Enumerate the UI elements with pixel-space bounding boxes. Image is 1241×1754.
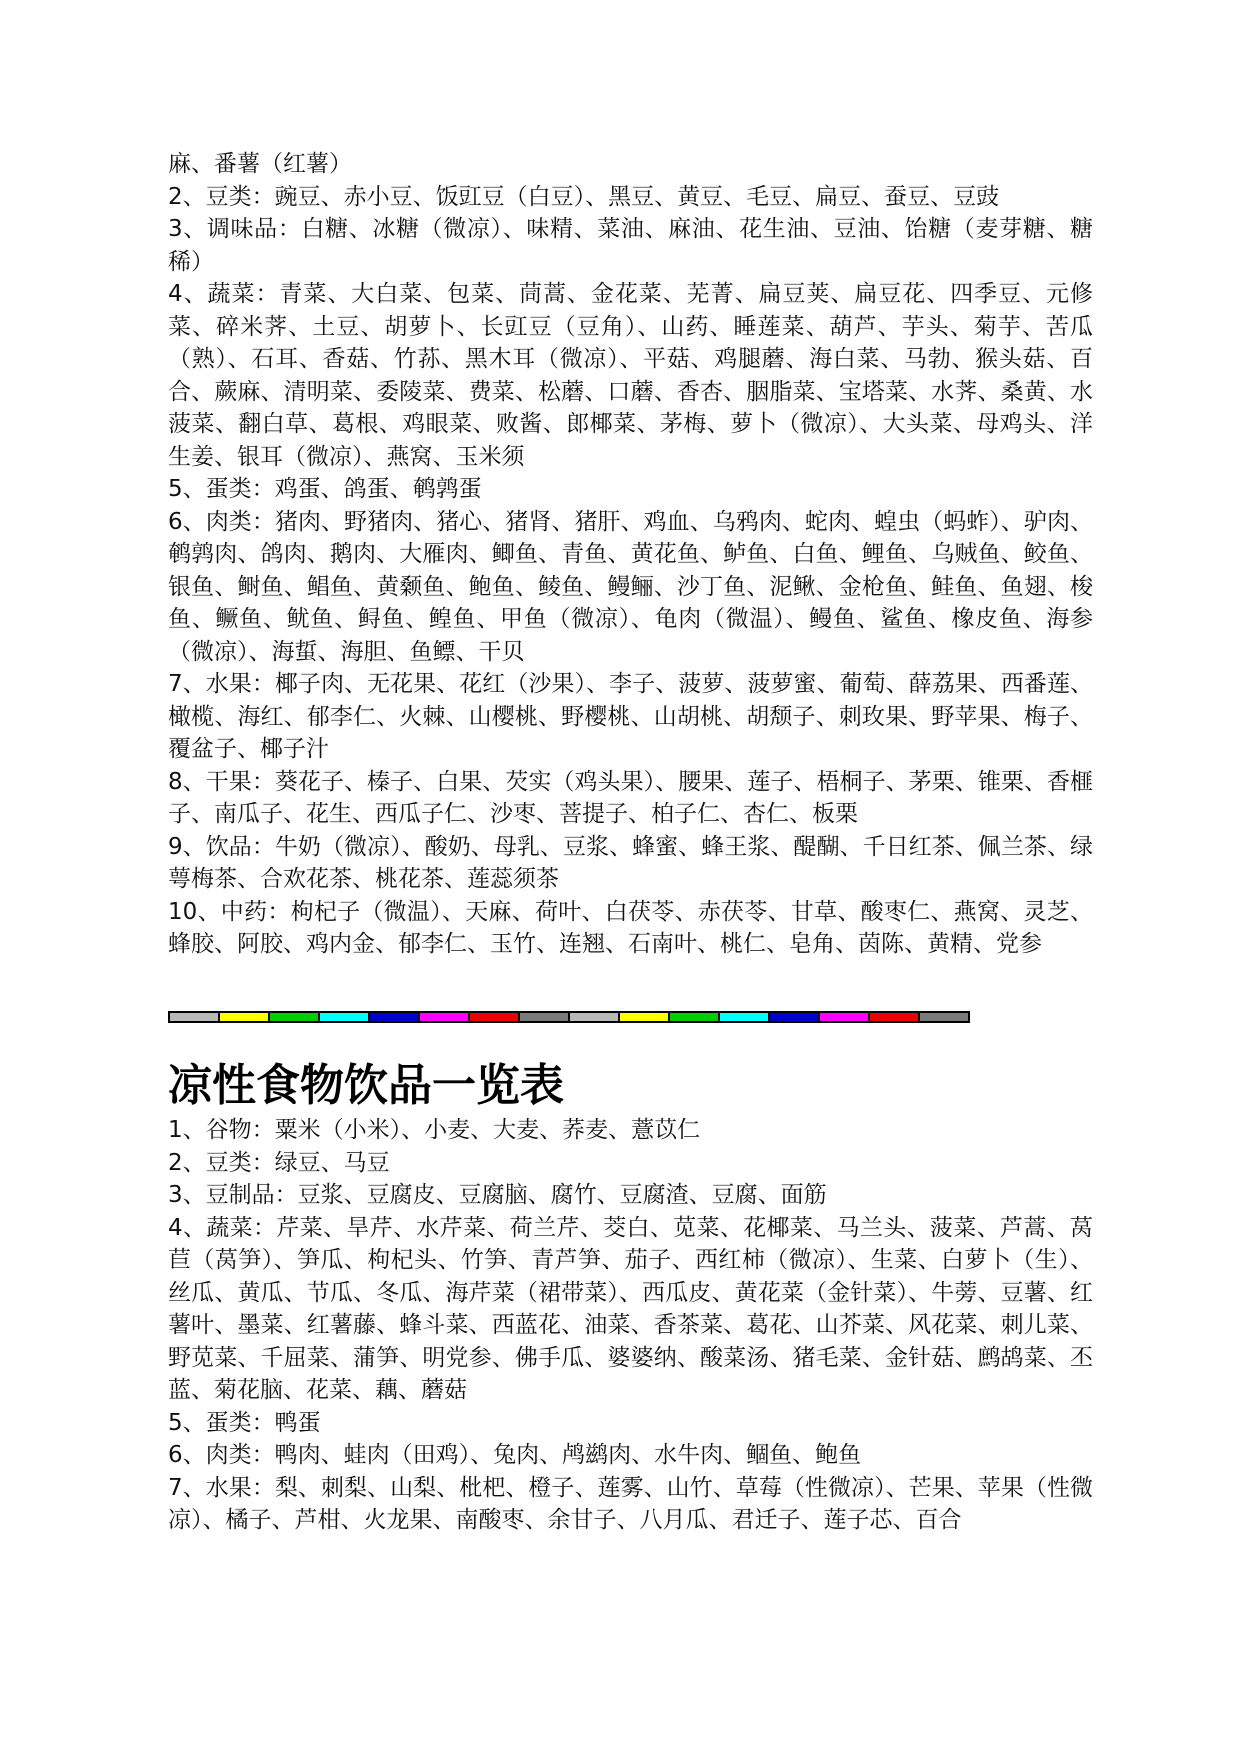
divider-segment	[370, 1013, 420, 1021]
list-item: 7、水果：梨、刺梨、山梨、枇杷、橙子、莲雾、山竹、草莓（性微凉）、芒果、苹果（性微凉）、橘子、芦柑、火龙果、南酸枣、余甘子、八月瓜、君迁子、莲子芯、百合	[168, 1474, 1093, 1533]
section-title: 凉性食物饮品一览表	[168, 1060, 564, 1111]
list-item: 9、饮品：牛奶（微凉）、酸奶、母乳、豆浆、蜂蜜、蜂王浆、醍醐、千日红茶、佩兰茶、绿萼梅茶、合欢花茶、桃花茶、莲蕊须茶	[168, 833, 1093, 892]
list-item: 4、蔬菜：青菜、大白菜、包菜、茼蒿、金花菜、芜菁、扁豆荚、扁豆花、四季豆、元修菜、碎米荠、土豆、胡萝卜、长豇豆（豆角）、山药、睡莲菜、葫芦、芋头、菊芋、苦瓜（熟）、石耳、香菇、竹荪、黑木耳（微凉）、平菇、鸡腿蘑、海白菜、马勃、猴头菇、百合、蕨麻、清明菜、委陵菜、费菜、松蘑、口蘑、香杏、胭脂菜、宝塔菜、水荠、桑黄、水菠菜、翻白草、葛根、鸡眼菜、败酱、郎椰菜、茅梅、萝卜（微凉）、大头菜、母鸡头、洋生姜、银耳（微凉）、燕窝、玉米须	[168, 281, 1093, 470]
list-item: 10、中药：枸杞子（微温）、天麻、荷叶、白茯苓、赤茯苓、甘草、酸枣仁、燕窝、灵芝、蜂胶、阿胶、鸡内金、郁李仁、玉竹、连翘、石南叶、桃仁、皂角、茵陈、黄精、党参	[168, 898, 1093, 957]
divider-segment	[820, 1013, 870, 1021]
list-item: 2、豆类：豌豆、赤小豆、饭豇豆（白豆）、黑豆、黄豆、毛豆、扁豆、蚕豆、豆豉	[168, 183, 1000, 210]
list-item: 6、肉类：鸭肉、蛙肉（田鸡）、兔肉、鸬鹚肉、水牛肉、鲴鱼、鲍鱼	[168, 1442, 862, 1468]
divider-segment	[920, 1013, 968, 1021]
list-item: 8、干果：葵花子、榛子、白果、芡实（鸡头果）、腰果、莲子、梧桐子、茅栗、锥栗、香榧子、南瓜子、花生、西瓜子仁、沙枣、菩提子、柏子仁、杏仁、板栗	[168, 768, 1093, 827]
list-item: 5、蛋类：鸭蛋	[168, 1409, 321, 1436]
warm-food-list	[168, 148, 1093, 961]
list-item: 4、蔬菜：芹菜、旱芹、水芹菜、荷兰芹、茭白、苋菜、花椰菜、马兰头、菠菜、芦蒿、莴苣（莴笋）、笋瓜、枸杞头、竹笋、青芦笋、茄子、西红柿（微凉）、生菜、白萝卜（生）、丝瓜、黄瓜、节瓜、冬瓜、海芹菜（裙带菜）、西瓜皮、黄花菜（金针菜）、牛蒡、豆薯、红薯叶、墨菜、红薯藤、蜂斗菜、西蓝花、油菜、香茶菜、葛花、山芥菜、风花菜、刺儿菜、野苋菜、千屈菜、蒲笋、明党参、佛手瓜、婆婆纳、酸菜汤、猪毛菜、金针菇、鹧鸪菜、丕蓝、菊花脑、花菜、藕、蘑菇	[168, 1214, 1093, 1403]
list-item: 3、豆制品：豆浆、豆腐皮、豆腐脑、腐竹、豆腐渣、豆腐、面筋	[168, 1182, 827, 1208]
list-item: 3、调味品：白糖、冰糖（微凉）、味精、菜油、麻油、花生油、豆油、饴糖（麦芽糖、糖稀）	[168, 216, 1093, 275]
list-item: 麻、番薯（红薯）	[168, 151, 352, 177]
divider-segment	[870, 1013, 920, 1021]
list-item: 2、豆类：绿豆、马豆	[168, 1149, 390, 1176]
divider-segment	[770, 1013, 820, 1021]
divider-segment	[520, 1013, 570, 1021]
color-divider	[168, 1011, 970, 1023]
divider-segment	[620, 1013, 670, 1021]
divider-segment	[170, 1013, 220, 1021]
list-item: 5、蛋类：鸡蛋、鸽蛋、鹌鹑蛋	[168, 476, 482, 502]
list-item: 7、水果：椰子肉、无花果、花红（沙果）、李子、菠萝、菠萝蜜、葡萄、薛荔果、西番莲、橄榄、海红、郁李仁、火棘、山樱桃、野樱桃、山胡桃、胡颓子、刺玫果、野苹果、梅子、覆盆子、椰子汁	[168, 671, 1093, 762]
list-item: 1、谷物：粟米（小米）、小麦、大麦、荞麦、薏苡仁	[168, 1117, 701, 1143]
divider-segment	[320, 1013, 370, 1021]
divider-segment	[420, 1013, 470, 1021]
divider-segment	[270, 1013, 320, 1021]
divider-segment	[220, 1013, 270, 1021]
divider-segment	[470, 1013, 520, 1021]
cool-food-list	[168, 1114, 1093, 1537]
divider-segment	[720, 1013, 770, 1021]
list-item: 6、肉类：猪肉、野猪肉、猪心、猪肾、猪肝、鸡血、乌鸦肉、蛇肉、蝗虫（蚂蚱）、驴肉、鹌鹑肉、鸽肉、鹅肉、大雁肉、鲫鱼、青鱼、黄花鱼、鲈鱼、白鱼、鲤鱼、乌贼鱼、鲛鱼、银鱼、鲥鱼、鲳鱼、黄颡鱼、鲍鱼、鲮鱼、鳗鲡、沙丁鱼、泥鳅、金枪鱼、鲑鱼、鱼翅、梭鱼、鳜鱼、鱿鱼、鲟鱼、鳇鱼、甲鱼（微凉）、龟肉（微温）、鳗鱼、鲨鱼、橡皮鱼、海参（微凉）、海蜇、海胆、鱼鳔、干贝	[168, 508, 1093, 665]
divider-segment	[570, 1013, 620, 1021]
divider-segment	[670, 1013, 720, 1021]
